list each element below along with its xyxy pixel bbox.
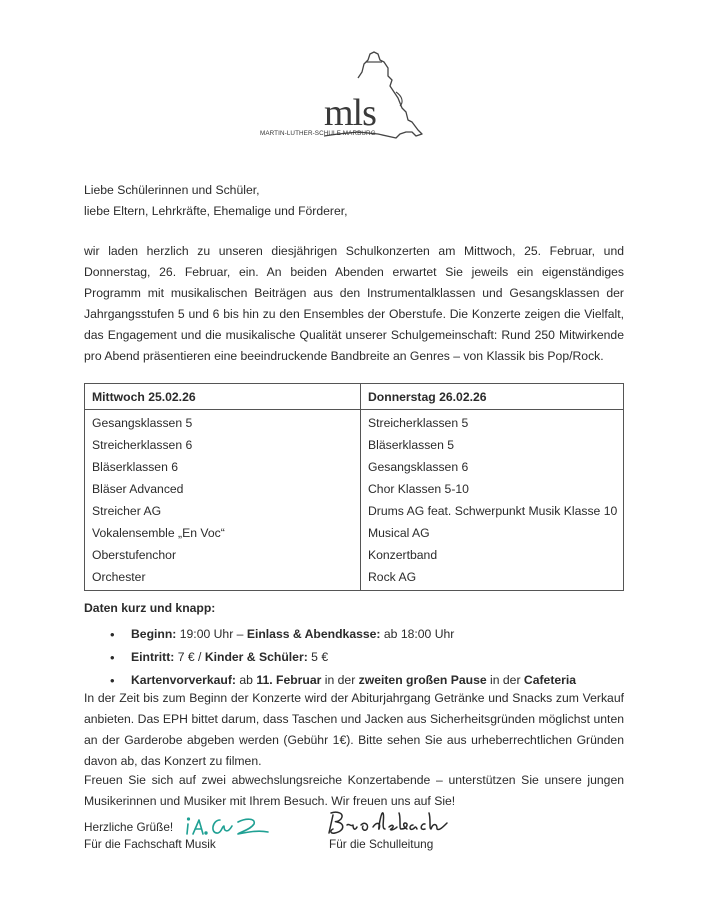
- thursday-item: Chor Klassen 5-10: [361, 478, 624, 500]
- wednesday-item: Orchester: [92, 570, 146, 584]
- fact-value: ab: [236, 673, 257, 687]
- signoff-principal: Für die Schulleitung: [329, 837, 434, 851]
- header-wednesday: Mittwoch 25.02.26: [85, 384, 361, 410]
- thursday-item: Streicherklassen 5: [361, 410, 624, 435]
- fact-value: 7 € /: [174, 650, 205, 664]
- fact-label: Einlass & Abendkasse:: [246, 627, 381, 641]
- fact-label: 11. Februar: [256, 673, 322, 687]
- wednesday-item: Streicher AG: [92, 504, 162, 518]
- fact-value: in der: [321, 673, 359, 687]
- fact-label: Cafeteria: [523, 673, 577, 687]
- table-row: [85, 500, 624, 522]
- table-row: [85, 410, 624, 435]
- table-row: [85, 478, 624, 500]
- logo-wordmark: mls: [324, 92, 376, 134]
- wednesday-item: Gesangsklassen 5: [92, 416, 193, 430]
- thursday-item: Rock AG: [361, 566, 624, 591]
- greeting: [84, 180, 624, 222]
- logo-subtitle: MARTIN-LUTHER-SCHULE MARBURG: [260, 130, 376, 137]
- greeting-line-2: liebe Eltern, Lehrkräfte, Ehemalige und Förderer,: [84, 204, 348, 218]
- closing-paragraph: Freuen Sie sich auf zwei abwechslungsreiche Konzertabende – unterstützen Sie unsere jungen Musikerinnen und Musiker mit Ihrem Besuch. Wir freuen uns auf Sie!: [84, 773, 624, 808]
- fact-value: 5 €: [307, 650, 329, 664]
- bullet-icon: •: [110, 673, 115, 688]
- notes-paragraph: In der Zeit bis zum Beginn der Konzerte wird der Abiturjahrgang Getränke und Snacks zum Verkauf anbieten. Das EPH bittet darum, dass Taschen und Jacken aus Sicherheitsgründen möglichst unten an der Garderobe abgeben werden (Gebühr 1€). Bitte sehen Sie aus urheberrechtlichen Gründen davon ab, das Konzert zu filmen.: [84, 691, 624, 768]
- signoff-greeting: Herzliche Grüße!: [84, 820, 174, 834]
- greeting-line-1: Liebe Schülerinnen und Schüler,: [84, 183, 260, 197]
- table-header-row: [85, 384, 624, 410]
- signature-principal-icon: [323, 807, 453, 839]
- fact-start-time: [84, 623, 576, 646]
- signature-music-icon: [184, 812, 270, 840]
- bullet-icon: •: [110, 650, 115, 665]
- thursday-item: Musical AG: [361, 522, 624, 544]
- thursday-item: Konzertband: [361, 544, 624, 566]
- table-row: [85, 522, 624, 544]
- signoff-department: Für die Fachschaft Musik: [84, 837, 216, 851]
- wednesday-item: Vokalensemble „En Voc“: [92, 526, 225, 540]
- wednesday-item: Bläser Advanced: [92, 482, 184, 496]
- fact-label: Beginn:: [131, 627, 177, 641]
- fact-label: zweiten großen Pause: [358, 673, 487, 687]
- fact-label: Eintritt:: [131, 650, 175, 664]
- facts-list: [84, 623, 576, 692]
- program-table: [84, 383, 624, 591]
- facts-title: Daten kurz und knapp:: [84, 601, 216, 615]
- table-row: [85, 544, 624, 566]
- fact-value: in der: [486, 673, 524, 687]
- fact-label: Kinder & Schüler:: [204, 650, 308, 664]
- header-thursday: Donnerstag 26.02.26: [361, 384, 624, 410]
- bullet-icon: •: [110, 627, 115, 642]
- table-row: [85, 566, 624, 591]
- thursday-item: Bläserklassen 5: [361, 434, 624, 456]
- thursday-item: Gesangsklassen 6: [361, 456, 624, 478]
- fact-value: ab 18:00 Uhr: [380, 627, 455, 641]
- thursday-item: Drums AG feat. Schwerpunkt Musik Klasse 10: [361, 500, 624, 522]
- wednesday-item: Bläserklassen 6: [92, 460, 179, 474]
- fact-admission: [84, 646, 576, 669]
- fact-label: Kartenvorverkauf:: [131, 673, 236, 687]
- fact-value: 19:00 Uhr –: [176, 627, 247, 641]
- intro-paragraph: wir laden herzlich zu unseren diesjährigen Schulkonzerten am Mittwoch, 25. Februar, und Donnerstag, 26. Februar, ein. An beiden Abenden erwartet Sie jeweils ein eigenständiges Programm mit musikalischen Beiträgen aus den Instrumentalklassen und Gesangsklassen der Jahrgangsstufen 5 und 6 bis hin zu den Ensembles der Oberstufe. Die Konzerte zeigen die Vielfalt, das Engagement und die musikalische Qualität unserer Schulgemeinschaft: Rund 250 Mitwirkende pro Abend präsentieren eine beeindruckende Bandbreite an Genres – von Klassik bis Pop/Rock.: [84, 244, 624, 363]
- wednesday-item: Oberstufenchor: [92, 548, 177, 562]
- wednesday-item: Streicherklassen 6: [92, 438, 193, 452]
- table-row: [85, 456, 624, 478]
- table-row: [85, 434, 624, 456]
